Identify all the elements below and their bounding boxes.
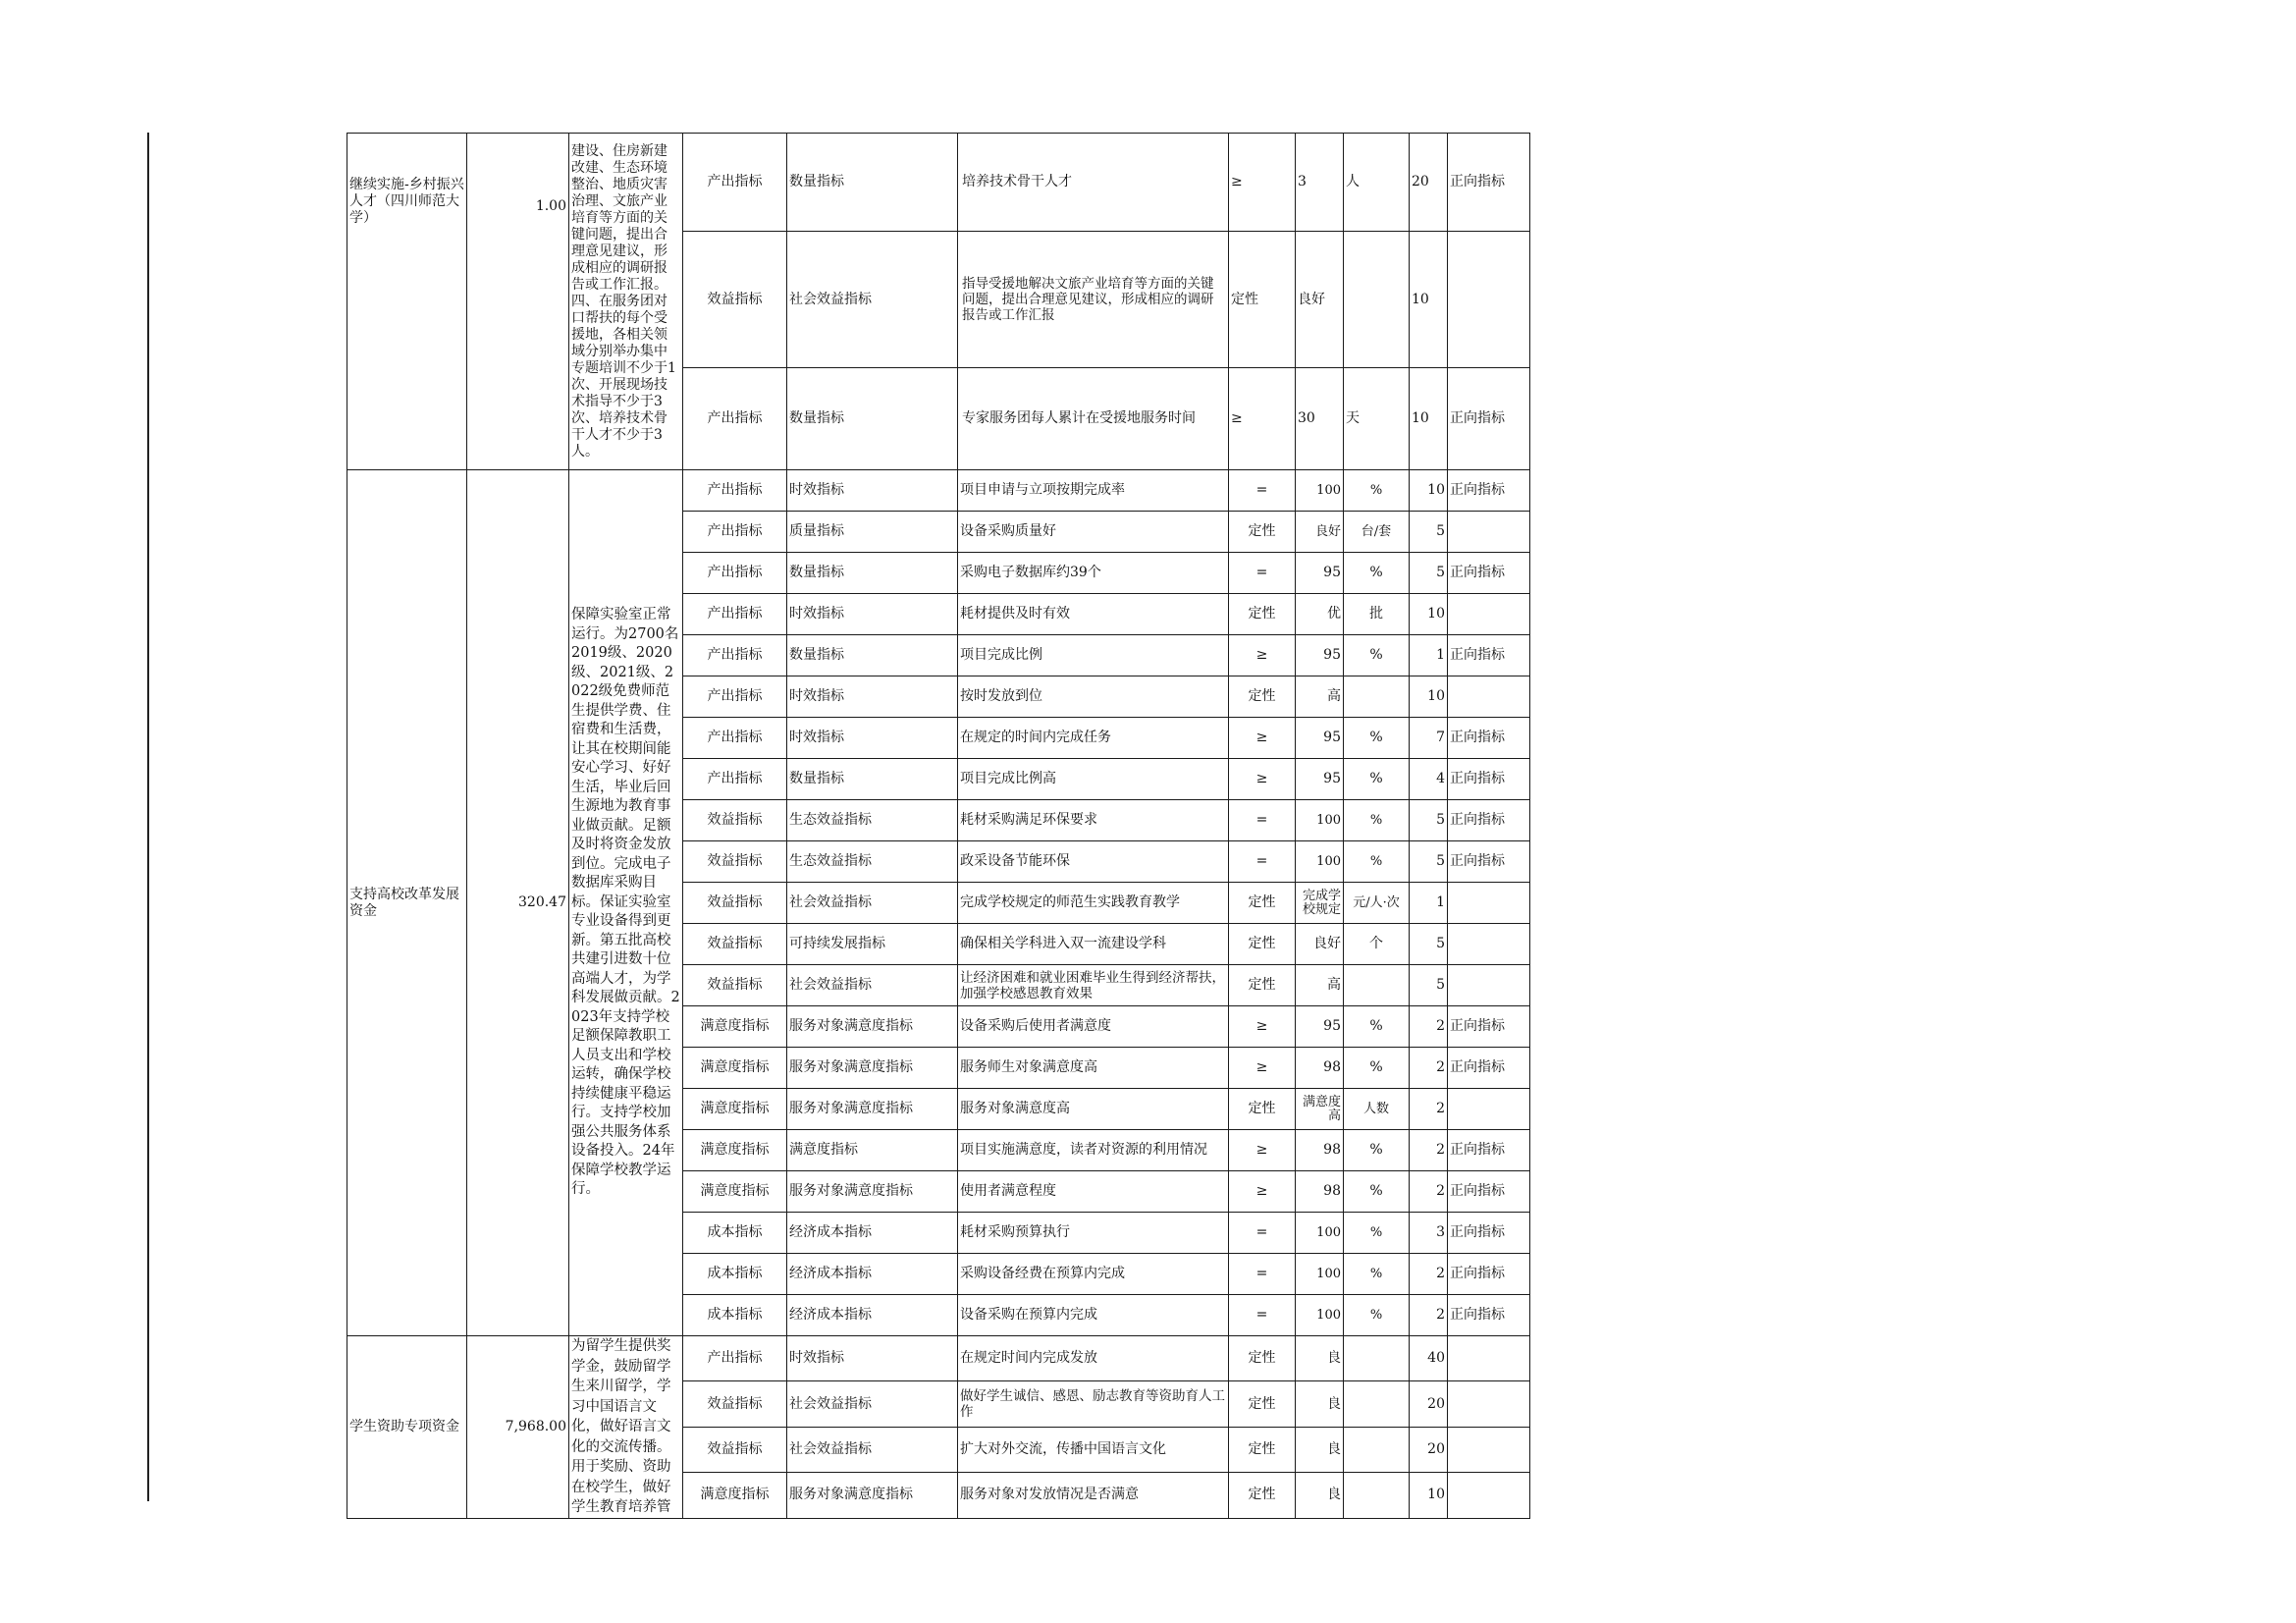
indicator-unit: % bbox=[1344, 1254, 1410, 1295]
indicator-operator: 定性 bbox=[1229, 232, 1296, 368]
indicator-weight: 2 bbox=[1410, 1089, 1448, 1130]
indicator-unit bbox=[1344, 232, 1410, 368]
indicator-weight: 10 bbox=[1410, 368, 1448, 470]
indicator-weight: 10 bbox=[1410, 1473, 1448, 1518]
indicator-operator: ≥ bbox=[1229, 759, 1296, 800]
project-goal: 建设、住房新建改建、生态环境整治、地质灾害治理、文旅产业培育等方面的关键问题，提出合理意见建议，形成相应的调研报告或工作汇报。四、在服务团对口帮扶的每个受援地，各相关领域分别举办集中专题培训不少于1次、开展现场技术指导不少于3次、培养技术骨干人才不少于3人。 bbox=[569, 134, 683, 470]
project-amount: 320.47 bbox=[467, 470, 569, 1336]
indicator-level3: 使用者满意程度 bbox=[958, 1171, 1229, 1213]
indicator-level1: 满意度指标 bbox=[683, 1048, 787, 1089]
indicator-level3: 设备采购后使用者满意度 bbox=[958, 1006, 1229, 1048]
indicator-direction: 正向指标 bbox=[1448, 553, 1530, 594]
indicator-level1: 产出指标 bbox=[683, 676, 787, 718]
indicator-level2: 数量指标 bbox=[787, 553, 958, 594]
indicator-weight: 20 bbox=[1410, 134, 1448, 232]
indicator-level3: 服务对象满意度高 bbox=[958, 1089, 1229, 1130]
indicator-direction: 正向指标 bbox=[1448, 1006, 1530, 1048]
indicator-value: 优 bbox=[1296, 594, 1344, 635]
indicator-direction: 正向指标 bbox=[1448, 1254, 1530, 1295]
indicator-level3: 服务师生对象满意度高 bbox=[958, 1048, 1229, 1089]
indicator-value: 良 bbox=[1296, 1336, 1344, 1381]
indicator-weight: 4 bbox=[1410, 759, 1448, 800]
indicator-unit: % bbox=[1344, 718, 1410, 759]
indicator-level2: 服务对象满意度指标 bbox=[787, 1473, 958, 1518]
indicator-operator: = bbox=[1229, 553, 1296, 594]
indicator-direction: 正向指标 bbox=[1448, 759, 1530, 800]
table-row bbox=[347, 1336, 1530, 1381]
indicator-operator: = bbox=[1229, 1213, 1296, 1254]
indicator-value: 98 bbox=[1296, 1130, 1344, 1171]
indicator-value: 95 bbox=[1296, 635, 1344, 676]
indicator-operator: = bbox=[1229, 800, 1296, 841]
indicator-unit: 人 bbox=[1344, 134, 1410, 232]
indicator-operator: = bbox=[1229, 470, 1296, 512]
indicator-level3: 在规定的时间内完成任务 bbox=[958, 718, 1229, 759]
indicator-level3: 项目完成比例 bbox=[958, 635, 1229, 676]
indicator-level3: 完成学校规定的师范生实践教育教学 bbox=[958, 883, 1229, 924]
indicator-level3: 耗材提供及时有效 bbox=[958, 594, 1229, 635]
indicator-level1: 满意度指标 bbox=[683, 1006, 787, 1048]
indicator-value: 完成学校规定 bbox=[1296, 883, 1344, 924]
indicator-unit bbox=[1344, 1473, 1410, 1518]
indicator-level1: 成本指标 bbox=[683, 1254, 787, 1295]
indicator-direction: 正向指标 bbox=[1448, 1295, 1530, 1336]
indicator-value: 良好 bbox=[1296, 232, 1344, 368]
indicator-level2: 满意度指标 bbox=[787, 1130, 958, 1171]
indicator-direction: 正向指标 bbox=[1448, 1048, 1530, 1089]
indicator-level1: 产出指标 bbox=[683, 635, 787, 676]
page-left-border-line bbox=[147, 133, 149, 1501]
indicator-level3: 专家服务团每人累计在受援地服务时间 bbox=[958, 368, 1229, 470]
indicator-level1: 产出指标 bbox=[683, 470, 787, 512]
indicator-level1: 效益指标 bbox=[683, 1381, 787, 1427]
indicator-level2: 生态效益指标 bbox=[787, 800, 958, 841]
indicator-level2: 生态效益指标 bbox=[787, 841, 958, 883]
indicator-value: 良 bbox=[1296, 1473, 1344, 1518]
project-name: 学生资助专项资金 bbox=[349, 1418, 459, 1434]
indicator-operator: = bbox=[1229, 1295, 1296, 1336]
indicator-level3: 耗材采购预算执行 bbox=[958, 1213, 1229, 1254]
indicator-direction bbox=[1448, 1381, 1530, 1427]
indicator-level1: 效益指标 bbox=[683, 924, 787, 965]
indicator-direction: 正向指标 bbox=[1448, 718, 1530, 759]
indicator-unit: % bbox=[1344, 1130, 1410, 1171]
indicator-unit: % bbox=[1344, 470, 1410, 512]
indicator-weight: 5 bbox=[1410, 512, 1448, 553]
indicator-weight: 5 bbox=[1410, 553, 1448, 594]
project-name-cell bbox=[347, 470, 467, 1336]
indicator-level2: 服务对象满意度指标 bbox=[787, 1089, 958, 1130]
indicator-direction bbox=[1448, 232, 1530, 368]
indicator-weight: 1 bbox=[1410, 883, 1448, 924]
indicator-operator: = bbox=[1229, 1254, 1296, 1295]
indicator-weight: 2 bbox=[1410, 1130, 1448, 1171]
indicator-level2: 质量指标 bbox=[787, 512, 958, 553]
indicator-weight: 10 bbox=[1410, 594, 1448, 635]
indicator-level1: 满意度指标 bbox=[683, 1171, 787, 1213]
indicator-weight: 5 bbox=[1410, 924, 1448, 965]
indicator-level1: 效益指标 bbox=[683, 800, 787, 841]
indicator-level1: 产出指标 bbox=[683, 718, 787, 759]
indicator-weight: 5 bbox=[1410, 965, 1448, 1006]
indicator-level1: 产出指标 bbox=[683, 594, 787, 635]
indicator-level1: 效益指标 bbox=[683, 883, 787, 924]
indicator-level1: 产出指标 bbox=[683, 368, 787, 470]
indicator-level2: 数量指标 bbox=[787, 635, 958, 676]
indicator-operator: 定性 bbox=[1229, 924, 1296, 965]
indicator-operator: 定性 bbox=[1229, 512, 1296, 553]
indicator-weight: 10 bbox=[1410, 470, 1448, 512]
indicator-direction bbox=[1448, 1427, 1530, 1472]
indicator-direction bbox=[1448, 594, 1530, 635]
indicator-direction: 正向指标 bbox=[1448, 1171, 1530, 1213]
indicator-direction: 正向指标 bbox=[1448, 368, 1530, 470]
indicator-value: 30 bbox=[1296, 368, 1344, 470]
indicator-operator: 定性 bbox=[1229, 594, 1296, 635]
indicator-value: 98 bbox=[1296, 1048, 1344, 1089]
indicator-unit: % bbox=[1344, 841, 1410, 883]
indicator-direction: 正向指标 bbox=[1448, 1130, 1530, 1171]
indicator-weight: 20 bbox=[1410, 1381, 1448, 1427]
indicator-unit: % bbox=[1344, 1213, 1410, 1254]
indicator-level2: 时效指标 bbox=[787, 470, 958, 512]
indicator-value: 100 bbox=[1296, 800, 1344, 841]
indicator-level2: 数量指标 bbox=[787, 134, 958, 232]
indicator-unit: % bbox=[1344, 1295, 1410, 1336]
indicator-operator: 定性 bbox=[1229, 1473, 1296, 1518]
indicator-operator: = bbox=[1229, 841, 1296, 883]
indicator-unit: 批 bbox=[1344, 594, 1410, 635]
project-goal: 保障实验室正常运行。为2700名2019级、2020级、2021级、2022级免费师范生提供学费、住宿费和生活费，让其在校期间能安心学习、好好生活，毕业后回生源地为教育事业做贡献。足额及时将资金发放到位。完成电子数据库采购目标。保证实验室专业设备得到更新。第五批高校共建引进数十位高端人才，为学科发展做贡献。2023年支持学校足额保障教职工人员支出和学校运转，确保学校持续健康平稳运行。支持学校加强公共服务体系设备投入。24年保障学校教学运行。 bbox=[569, 470, 683, 1336]
indicator-direction: 正向指标 bbox=[1448, 635, 1530, 676]
project-amount: 7,968.00 bbox=[467, 1336, 569, 1519]
indicator-level2: 社会效益指标 bbox=[787, 1427, 958, 1472]
indicator-level1: 效益指标 bbox=[683, 841, 787, 883]
indicator-level1: 成本指标 bbox=[683, 1295, 787, 1336]
indicator-weight: 7 bbox=[1410, 718, 1448, 759]
indicator-value: 100 bbox=[1296, 1295, 1344, 1336]
indicator-level1: 产出指标 bbox=[683, 512, 787, 553]
indicator-unit: % bbox=[1344, 635, 1410, 676]
indicator-weight: 2 bbox=[1410, 1171, 1448, 1213]
indicator-level2: 社会效益指标 bbox=[787, 1381, 958, 1427]
indicator-operator: 定性 bbox=[1229, 1089, 1296, 1130]
indicator-unit bbox=[1344, 676, 1410, 718]
indicator-direction: 正向指标 bbox=[1448, 841, 1530, 883]
indicator-value: 良 bbox=[1296, 1381, 1344, 1427]
indicator-level3: 指导受援地解决文旅产业培育等方面的关键问题，提出合理意见建议，形成相应的调研报告或工作汇报 bbox=[958, 232, 1229, 368]
indicator-operator: 定性 bbox=[1229, 1381, 1296, 1427]
indicator-level2: 服务对象满意度指标 bbox=[787, 1048, 958, 1089]
indicator-weight: 10 bbox=[1410, 676, 1448, 718]
indicator-level3: 设备采购质量好 bbox=[958, 512, 1229, 553]
indicator-unit: 元/人·次 bbox=[1344, 883, 1410, 924]
indicator-level2: 经济成本指标 bbox=[787, 1213, 958, 1254]
indicator-level1: 效益指标 bbox=[683, 232, 787, 368]
indicator-unit: 个 bbox=[1344, 924, 1410, 965]
indicator-unit bbox=[1344, 1336, 1410, 1381]
indicator-operator: 定性 bbox=[1229, 883, 1296, 924]
indicator-unit: % bbox=[1344, 1048, 1410, 1089]
indicator-level2: 可持续发展指标 bbox=[787, 924, 958, 965]
indicator-level2: 数量指标 bbox=[787, 368, 958, 470]
indicator-level3: 在规定时间内完成发放 bbox=[958, 1336, 1229, 1381]
indicator-weight: 2 bbox=[1410, 1048, 1448, 1089]
indicator-direction: 正向指标 bbox=[1448, 800, 1530, 841]
indicator-operator: 定性 bbox=[1229, 676, 1296, 718]
indicator-operator: 定性 bbox=[1229, 965, 1296, 1006]
indicator-direction bbox=[1448, 512, 1530, 553]
indicator-level3: 让经济困难和就业困难毕业生得到经济帮扶，加强学校感恩教育效果 bbox=[958, 965, 1229, 1006]
indicator-unit: 天 bbox=[1344, 368, 1410, 470]
table-row bbox=[347, 470, 1530, 512]
indicator-level1: 产出指标 bbox=[683, 553, 787, 594]
indicator-value: 95 bbox=[1296, 553, 1344, 594]
indicator-level3: 项目完成比例高 bbox=[958, 759, 1229, 800]
indicator-level2: 时效指标 bbox=[787, 594, 958, 635]
indicator-level3: 耗材采购满足环保要求 bbox=[958, 800, 1229, 841]
indicator-direction bbox=[1448, 924, 1530, 965]
indicator-weight: 2 bbox=[1410, 1295, 1448, 1336]
indicator-unit: % bbox=[1344, 800, 1410, 841]
indicator-direction bbox=[1448, 965, 1530, 1006]
indicator-level2: 经济成本指标 bbox=[787, 1295, 958, 1336]
indicator-level2: 时效指标 bbox=[787, 1336, 958, 1381]
indicator-direction bbox=[1448, 883, 1530, 924]
indicator-direction bbox=[1448, 1089, 1530, 1130]
indicator-value: 高 bbox=[1296, 965, 1344, 1006]
indicator-level3: 做好学生诚信、感恩、励志教育等资助育人工作 bbox=[958, 1381, 1229, 1427]
indicator-unit: 台/套 bbox=[1344, 512, 1410, 553]
indicator-direction: 正向指标 bbox=[1448, 134, 1530, 232]
indicator-level3: 采购电子数据库约39个 bbox=[958, 553, 1229, 594]
indicator-operator: ≥ bbox=[1229, 1130, 1296, 1171]
indicator-level2: 时效指标 bbox=[787, 718, 958, 759]
indicator-level2: 时效指标 bbox=[787, 676, 958, 718]
indicator-level3: 政采设备节能环保 bbox=[958, 841, 1229, 883]
indicator-level2: 服务对象满意度指标 bbox=[787, 1171, 958, 1213]
indicator-weight: 40 bbox=[1410, 1336, 1448, 1381]
indicator-weight: 5 bbox=[1410, 800, 1448, 841]
indicator-weight: 3 bbox=[1410, 1213, 1448, 1254]
indicator-value: 100 bbox=[1296, 470, 1344, 512]
indicator-level2: 服务对象满意度指标 bbox=[787, 1006, 958, 1048]
indicator-operator: 定性 bbox=[1229, 1427, 1296, 1472]
indicator-operator: ≥ bbox=[1229, 1048, 1296, 1089]
indicator-value: 95 bbox=[1296, 1006, 1344, 1048]
indicator-direction bbox=[1448, 1336, 1530, 1381]
indicator-weight: 1 bbox=[1410, 635, 1448, 676]
indicator-value: 3 bbox=[1296, 134, 1344, 232]
project-name: 继续实施-乡村振兴人才（四川师范大学） bbox=[349, 177, 464, 226]
indicator-value: 100 bbox=[1296, 1213, 1344, 1254]
indicator-value: 良 bbox=[1296, 1427, 1344, 1472]
indicator-level3: 采购设备经费在预算内完成 bbox=[958, 1254, 1229, 1295]
indicator-weight: 2 bbox=[1410, 1006, 1448, 1048]
indicator-value: 95 bbox=[1296, 718, 1344, 759]
indicator-direction: 正向指标 bbox=[1448, 470, 1530, 512]
indicator-level3: 扩大对外交流，传播中国语言文化 bbox=[958, 1427, 1229, 1472]
indicator-weight: 20 bbox=[1410, 1427, 1448, 1472]
indicator-level1: 产出指标 bbox=[683, 759, 787, 800]
indicator-unit: 人数 bbox=[1344, 1089, 1410, 1130]
table-row bbox=[347, 134, 1530, 232]
indicator-level1: 成本指标 bbox=[683, 1213, 787, 1254]
indicator-value: 高 bbox=[1296, 676, 1344, 718]
indicator-level2: 社会效益指标 bbox=[787, 232, 958, 368]
indicator-operator: ≥ bbox=[1229, 1171, 1296, 1213]
indicator-level1: 产出指标 bbox=[683, 1336, 787, 1381]
indicator-weight: 5 bbox=[1410, 841, 1448, 883]
indicator-direction bbox=[1448, 676, 1530, 718]
indicator-operator: ≥ bbox=[1229, 134, 1296, 232]
indicator-level3: 设备采购在预算内完成 bbox=[958, 1295, 1229, 1336]
indicator-level1: 满意度指标 bbox=[683, 1130, 787, 1171]
indicator-level3: 服务对象对发放情况是否满意 bbox=[958, 1473, 1229, 1518]
indicator-value: 100 bbox=[1296, 1254, 1344, 1295]
indicator-operator: ≥ bbox=[1229, 368, 1296, 470]
indicator-unit: % bbox=[1344, 1171, 1410, 1213]
indicator-level3: 项目实施满意度，读者对资源的利用情况 bbox=[958, 1130, 1229, 1171]
indicator-unit: % bbox=[1344, 1006, 1410, 1048]
indicator-level2: 社会效益指标 bbox=[787, 883, 958, 924]
indicator-operator: ≥ bbox=[1229, 635, 1296, 676]
indicator-level2: 经济成本指标 bbox=[787, 1254, 958, 1295]
indicator-operator: ≥ bbox=[1229, 718, 1296, 759]
indicator-value: 98 bbox=[1296, 1171, 1344, 1213]
indicator-level3: 项目申请与立项按期完成率 bbox=[958, 470, 1229, 512]
indicator-level1: 满意度指标 bbox=[683, 1089, 787, 1130]
indicator-unit: % bbox=[1344, 759, 1410, 800]
indicator-level3: 培养技术骨干人才 bbox=[958, 134, 1229, 232]
indicator-unit bbox=[1344, 965, 1410, 1006]
indicator-unit: % bbox=[1344, 553, 1410, 594]
indicator-level1: 效益指标 bbox=[683, 1427, 787, 1472]
indicator-value: 良好 bbox=[1296, 924, 1344, 965]
indicator-operator: 定性 bbox=[1229, 1336, 1296, 1381]
indicator-level1: 产出指标 bbox=[683, 134, 787, 232]
project-name: 支持高校改革发展资金 bbox=[349, 886, 459, 919]
indicator-level1: 满意度指标 bbox=[683, 1473, 787, 1518]
indicator-level2: 社会效益指标 bbox=[787, 965, 958, 1006]
indicator-operator: ≥ bbox=[1229, 1006, 1296, 1048]
indicator-level3: 确保相关学科进入双一流建设学科 bbox=[958, 924, 1229, 965]
indicator-unit bbox=[1344, 1427, 1410, 1472]
indicator-value: 满意度高 bbox=[1296, 1089, 1344, 1130]
project-amount: 1.00 bbox=[467, 134, 569, 470]
indicator-weight: 2 bbox=[1410, 1254, 1448, 1295]
performance-indicator-table bbox=[347, 133, 1530, 1519]
indicator-direction bbox=[1448, 1473, 1530, 1518]
indicator-level2: 数量指标 bbox=[787, 759, 958, 800]
indicator-level3: 按时发放到位 bbox=[958, 676, 1229, 718]
project-name-cell bbox=[347, 134, 467, 470]
indicator-unit bbox=[1344, 1381, 1410, 1427]
indicator-value: 95 bbox=[1296, 759, 1344, 800]
project-goal: 为留学生提供奖学金，鼓励留学生来川留学，学习中国语言文化，做好语言文化的交流传播。用于奖励、资助在校学生，做好学生教育培养管 bbox=[569, 1336, 683, 1519]
indicator-weight: 10 bbox=[1410, 232, 1448, 368]
indicator-direction: 正向指标 bbox=[1448, 1213, 1530, 1254]
indicator-value: 良好 bbox=[1296, 512, 1344, 553]
indicator-value: 100 bbox=[1296, 841, 1344, 883]
project-name-cell bbox=[347, 1336, 467, 1519]
indicator-level1: 效益指标 bbox=[683, 965, 787, 1006]
